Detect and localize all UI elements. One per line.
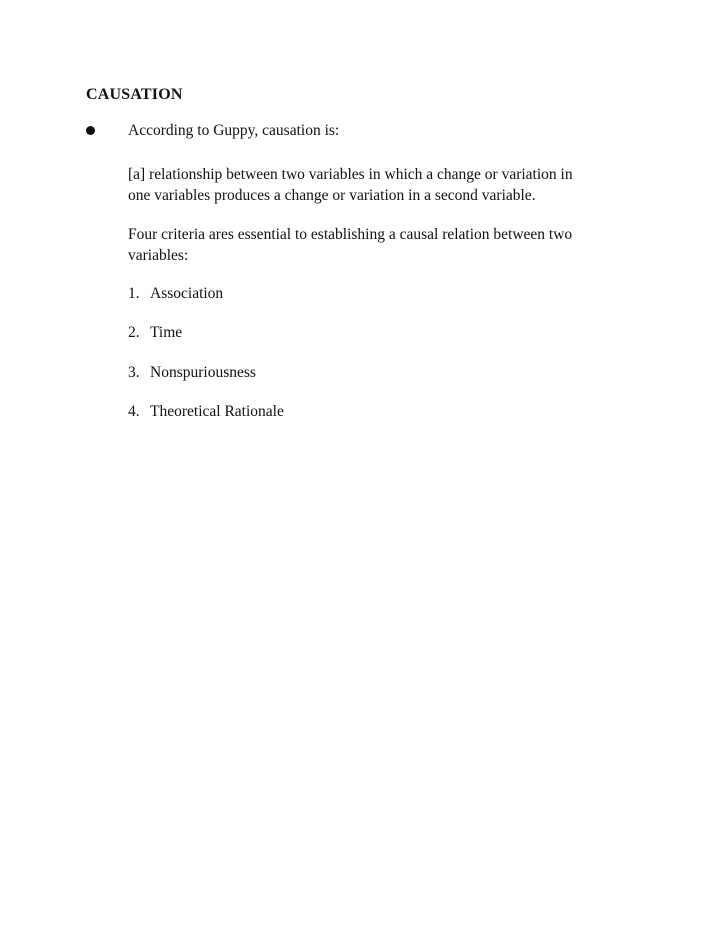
criteria-line: Four criteria ares essential to establishing a causal relation between two bbox=[128, 226, 573, 243]
criteria-list-item bbox=[128, 401, 284, 422]
list-number: 4. bbox=[128, 403, 140, 420]
criteria-list-item bbox=[128, 283, 223, 304]
criteria-paragraph bbox=[128, 224, 572, 266]
criteria-line: variables: bbox=[128, 247, 189, 264]
document-title: CAUSATION bbox=[86, 86, 183, 103]
list-label: Theoretical Rationale bbox=[150, 403, 284, 420]
criteria-list-item bbox=[128, 362, 256, 383]
definition-line: one variables produces a change or variation in a second variable. bbox=[128, 187, 536, 204]
criteria-list-item bbox=[128, 322, 182, 343]
definition-line: [a] relationship between two variables in which a change or variation in bbox=[128, 166, 573, 183]
list-number: 1. bbox=[128, 285, 140, 302]
list-label: Time bbox=[150, 324, 183, 341]
definition-paragraph bbox=[128, 164, 573, 206]
list-label: Nonspuriousness bbox=[150, 364, 256, 381]
list-number: 3. bbox=[128, 364, 140, 381]
intro-text: According to Guppy, causation is: bbox=[128, 122, 340, 139]
list-number: 2. bbox=[128, 324, 140, 341]
bullet-point-icon bbox=[86, 126, 95, 135]
list-label: Association bbox=[150, 285, 224, 302]
